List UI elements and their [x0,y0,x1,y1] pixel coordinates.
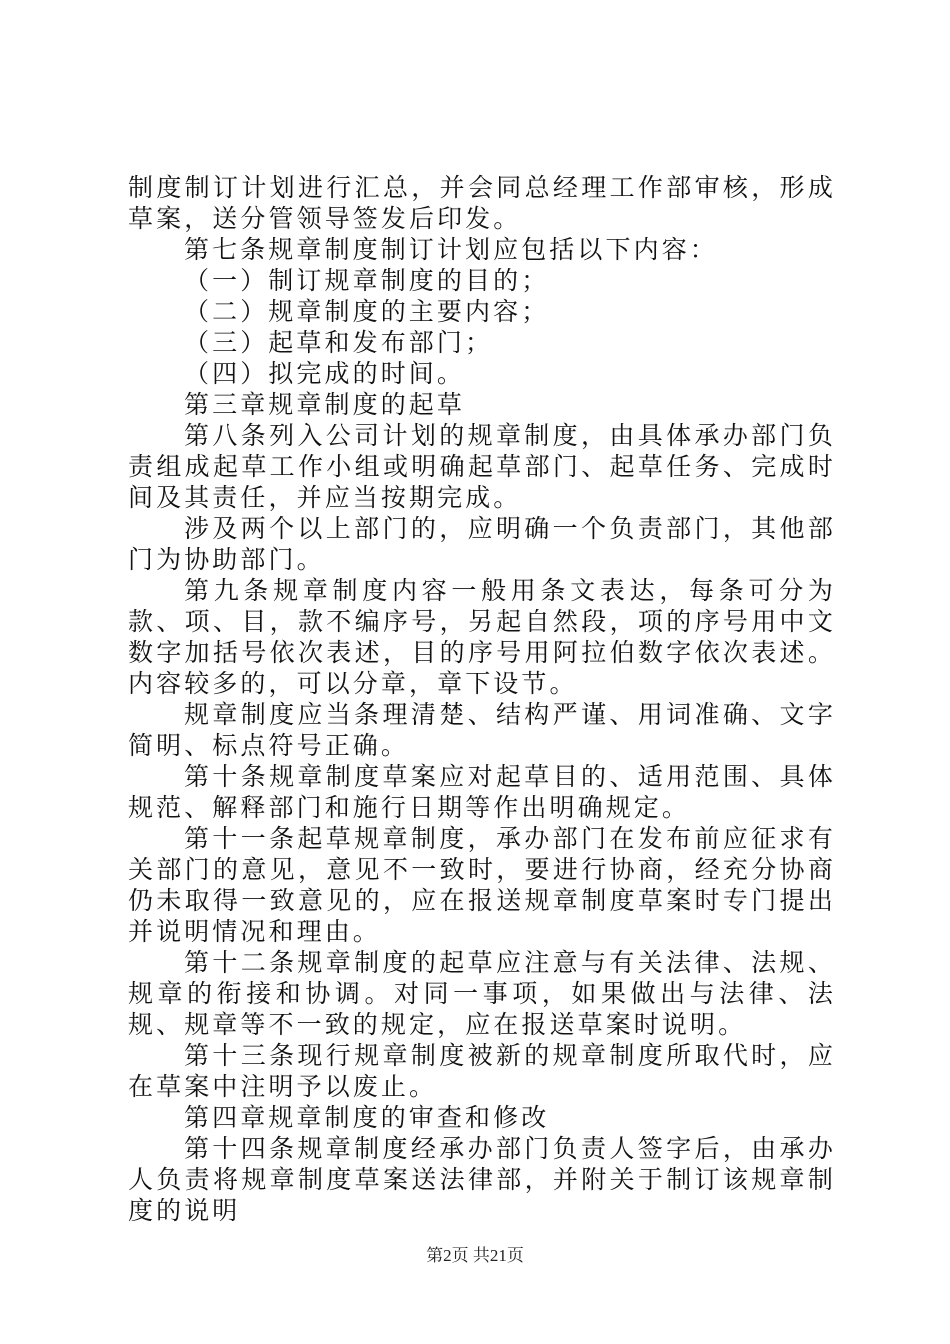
list-item: （二）规章制度的主要内容； [184,297,550,326]
paragraph: 第十条规章制度草案应对起草目的、适用范围、具体规范、解释部门和施行日期等作出明确规定。 [128,762,836,822]
chapter-heading: 第四章规章制度的审查和修改 [184,1103,550,1132]
paragraph: 第七条规章制度制订计划应包括以下内容： [184,235,718,264]
paragraph: 第十一条起草规章制度，承办部门在发布前应征求有关部门的意见，意见不一致时，要进行协商，经充分协商仍未取得一致意见的，应在报送规章制度草案时专门提出并说明情况和理由。 [128,824,836,946]
paragraph: 涉及两个以上部门的，应明确一个负责部门，其他部门为协助部门。 [128,514,836,574]
paragraph: 制度制订计划进行汇总，并会同总经理工作部审核，形成草案，送分管领导签发后印发。 [128,173,836,233]
page-number-footer: 第2页 共21页 [426,1246,524,1265]
paragraph: 第八条列入公司计划的规章制度，由具体承办部门负责组成起草工作小组或明确起草部门、起草任务、完成时间及其责任，并应当按期完成。 [128,421,836,512]
paragraph: 第九条规章制度内容一般用条文表达，每条可分为款、项、目，款不编序号，另起自然段，项的序号用中文数字加括号依次表述，目的序号用阿拉伯数字依次表述。内容较多的，可以分章，章下设节。 [128,576,836,698]
paragraph: 第十二条规章制度的起草应注意与有关法律、法规、规章的衔接和协调。对同一事项，如果做出与法律、法规、规章等不一致的规定，应在报送草案时说明。 [128,948,836,1039]
document-body [128,172,836,1226]
paragraph: 第十四条规章制度经承办部门负责人签字后，由承办人负责将规章制度草案送法律部，并附关于制订该规章制度的说明 [128,1134,836,1225]
list-item: （四）拟完成的时间。 [184,359,466,388]
list-item: （三）起草和发布部门； [184,328,494,357]
chapter-heading: 第三章规章制度的起草 [184,390,466,419]
paragraph: 规章制度应当条理清楚、结构严谨、用词准确、文字简明、标点符号正确。 [128,700,836,760]
list-item: （一）制订规章制度的目的； [184,266,550,295]
paragraph: 第十三条现行规章制度被新的规章制度所取代时，应在草案中注明予以废止。 [128,1041,836,1101]
